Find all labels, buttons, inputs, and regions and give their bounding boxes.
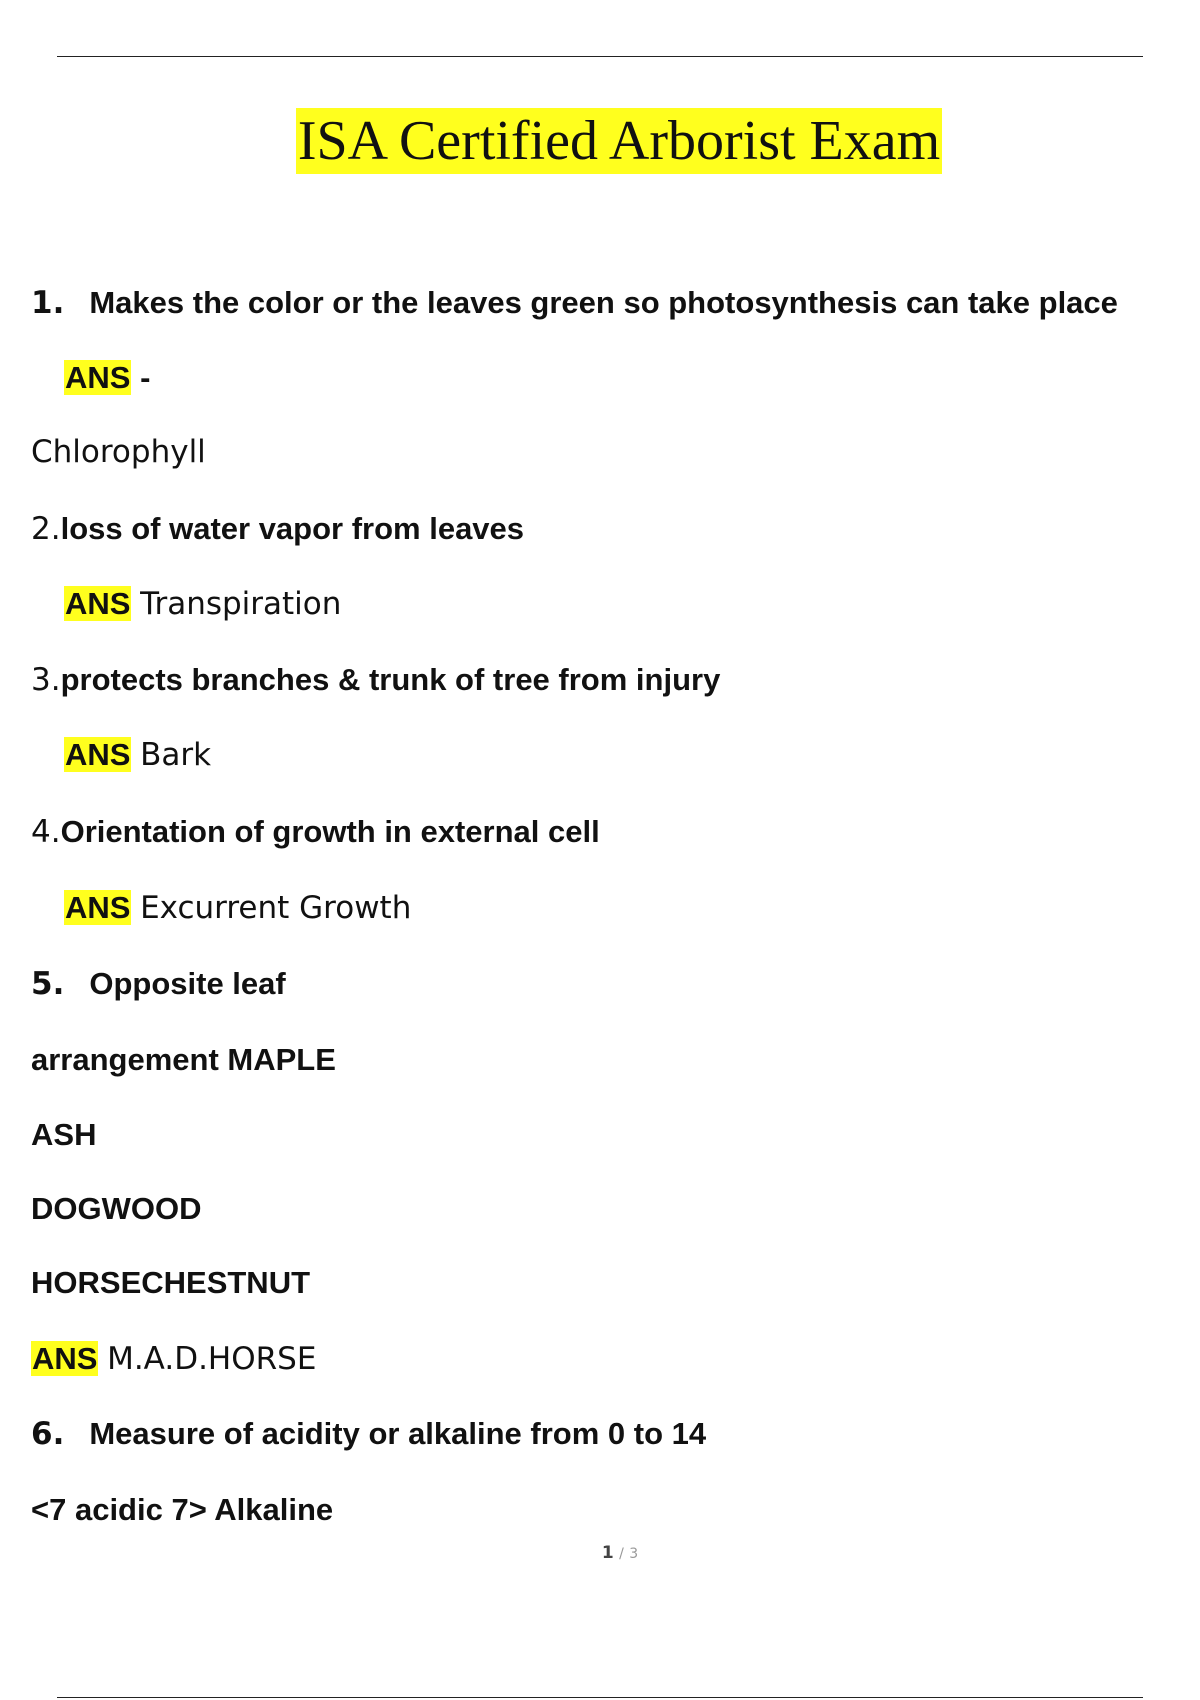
- answer-3: [64, 735, 211, 775]
- question-number: 6.: [31, 1416, 65, 1452]
- answer-text: Bark: [140, 737, 212, 773]
- top-rule: [57, 56, 1143, 57]
- ans-separator: -: [140, 360, 151, 395]
- answer-1-label-line: [64, 358, 150, 398]
- question-5: [31, 964, 286, 1004]
- question-text: arrangement MAPLE: [31, 1042, 336, 1077]
- question-5-line-2: [31, 1040, 336, 1080]
- answer-text: Transpiration: [140, 586, 342, 622]
- question-6-line-2: [31, 1490, 333, 1530]
- question-2: [31, 509, 524, 549]
- question-text: Opposite leaf: [89, 966, 286, 1001]
- answer-2: [64, 584, 341, 624]
- question-3: [31, 660, 720, 700]
- answer-text: M.A.D.HORSE: [107, 1341, 317, 1377]
- page-separator: /: [619, 1546, 624, 1562]
- question-5-line-3: [31, 1115, 96, 1155]
- page-indicator: [20, 1543, 1200, 1563]
- bottom-rule: [57, 1697, 1143, 1698]
- question-text: ASH: [31, 1117, 97, 1152]
- answer-1: [31, 432, 206, 472]
- ans-label: ANS: [32, 1341, 98, 1376]
- question-5-line-4: [31, 1189, 202, 1229]
- question-number: 5.: [31, 966, 65, 1002]
- answer-5: [31, 1339, 316, 1379]
- question-number: 1.: [31, 285, 65, 321]
- question-number: 2.: [31, 511, 61, 547]
- question-text: DOGWOOD: [31, 1191, 202, 1226]
- question-6: [31, 1414, 706, 1454]
- document-title: ISA Certified Arborist Exam: [297, 110, 941, 172]
- question-text: Orientation of growth in external cell: [60, 814, 600, 849]
- question-text: <7 acidic 7> Alkaline: [31, 1492, 334, 1527]
- current-page: 1: [601, 1543, 614, 1563]
- ans-label: ANS: [65, 737, 131, 772]
- question-number: 3.: [31, 662, 61, 698]
- ans-label: ANS: [65, 890, 131, 925]
- question-text: Makes the color or the leaves green so photosynthesis can take place: [89, 285, 1118, 320]
- question-text: protects branches & trunk of tree from injury: [60, 662, 721, 697]
- question-4: [31, 812, 600, 852]
- total-pages: 3: [629, 1546, 639, 1562]
- question-text: Measure of acidity or alkaline from 0 to 14: [89, 1416, 707, 1451]
- title-container: [0, 108, 1200, 174]
- question-1: [31, 283, 1118, 323]
- answer-text: Chlorophyll: [31, 434, 206, 470]
- question-5-line-5: [31, 1263, 310, 1303]
- ans-label: ANS: [65, 360, 131, 395]
- question-text: HORSECHESTNUT: [31, 1265, 311, 1300]
- ans-label: ANS: [65, 586, 131, 621]
- answer-4: [64, 888, 411, 928]
- question-number: 4.: [31, 814, 61, 850]
- question-text: loss of water vapor from leaves: [60, 511, 525, 546]
- answer-text: Excurrent Growth: [140, 890, 412, 926]
